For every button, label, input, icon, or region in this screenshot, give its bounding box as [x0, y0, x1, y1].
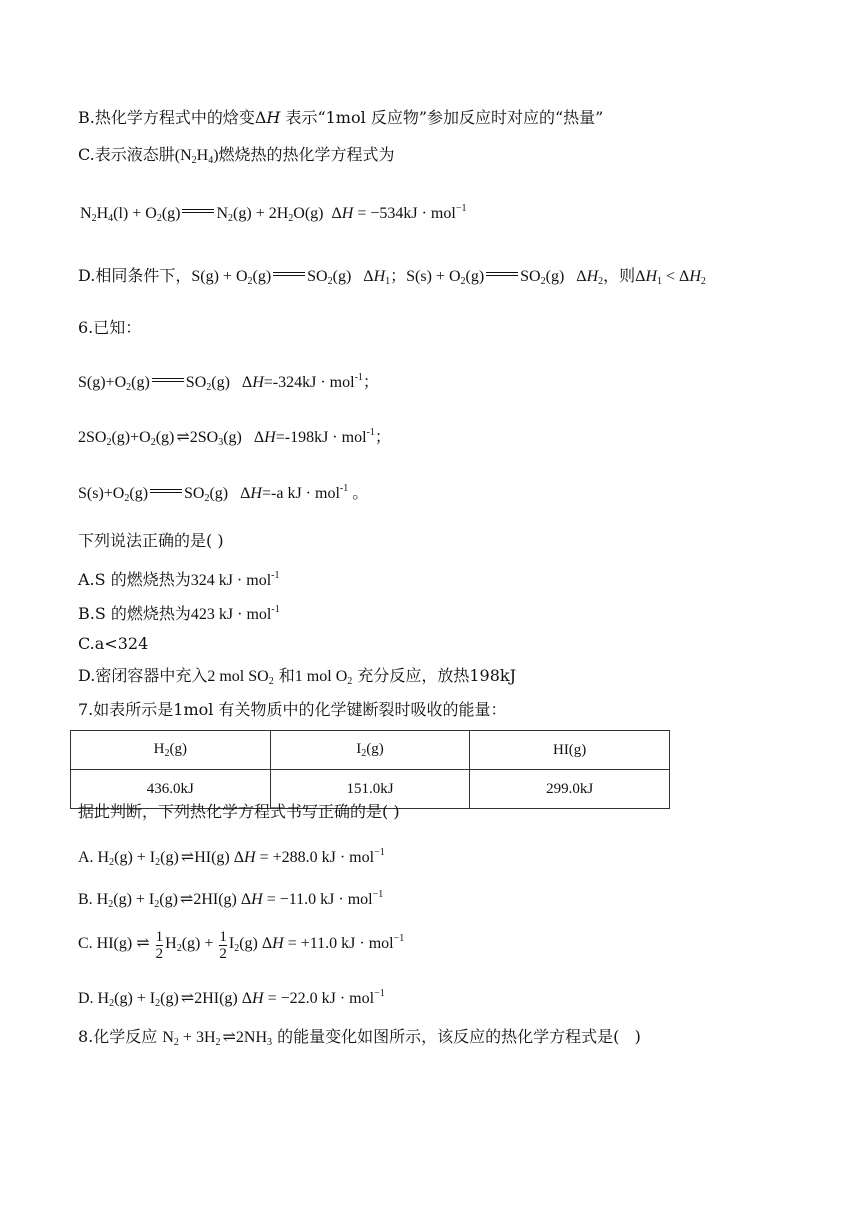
q6-equation-1: $S(g)+O_2(g)$ $SO_2(g) \Delta H=-324kJ \cdot mol^{-1}$；	[78, 372, 379, 393]
q7-stem: 7.如表所示是1mol 有关物质中的化学键断裂时吸收的能量：	[78, 700, 507, 719]
q7-option-d: D. $H_2(g) + I_2(g)$ ⇌ 2HI(g) ΔH = −22.0 kJ · mol$^{-1}$	[78, 988, 385, 1009]
q5-option-d: D.相同条件下，$S(g) + O_2(g)$ $SO_2(g)$ $\Delta H_1$；$S(s) + O_2(g)$ $SO_2(g)$ $\Delta H_2$，则$\Delta H_1 < \Delta H_2$	[78, 266, 706, 287]
q5-option-b: B.热化学方程式中的焓变ΔH 表示“1mol 反应物”参加反应时对应的“热量”	[78, 108, 604, 127]
q6-stem: 6.已知：	[78, 318, 142, 337]
table-cell: 151.0kJ	[270, 770, 470, 809]
table-cell: 436.0kJ	[71, 770, 271, 809]
table-cell: 299.0kJ	[470, 770, 670, 809]
q7-option-a: A. $H_2(g) + I_2(g)$ ⇌ HI(g) ΔH = +288.0 kJ · mol$^{-1}$	[78, 847, 385, 868]
q7-option-b: B. $H_2(g) + I_2(g)$ ⇌ 2HI(g) ΔH = −11.0 kJ · mol$^{-1}$	[78, 889, 384, 910]
table-header-h2: $H_2(g)$	[71, 731, 271, 770]
q5-option-c-equation: $N_2H_4(l) + O_2(g) N_2(g) + 2H_2O(g) \Delta H = -534kJ \cdot mol^{-1}$	[80, 203, 467, 224]
bond-energy-table	[70, 730, 670, 809]
q6-equation-3: $S(s)+O_2(g)$ $SO_2(g)$ ΔH=-a kJ · mol$^{-1}$ 。	[78, 483, 369, 504]
q6-question: 下列说法正确的是( )	[78, 531, 224, 550]
q6-option-c: C.a<324	[78, 634, 149, 653]
q7-question: 据此判断，下列热化学方程式书写正确的是( )	[78, 802, 400, 821]
table-row	[71, 731, 670, 770]
q6-option-d: D.密闭容器中充入2 mol $SO_2$ 和1 mol $O_2$ 充分反应，放热198kJ	[78, 666, 516, 687]
q7-option-c: C. HI(g) ⇌ $\frac{1}{2}$ $H_2(g)$ + $\frac{1}{2}$ $I_2(g) \Delta H = +11.0$ kJ · mol$^{-1}$	[78, 929, 405, 962]
q5-option-c: C.表示液态肼$(N_2H_4)$燃烧热的热化学方程式为	[78, 145, 395, 166]
table-header-hi: HI(g)	[470, 731, 670, 770]
table-header-i2: $I_2(g)$	[270, 731, 470, 770]
q8-stem: 8.化学反应 $N_2 + 3H_2$ ⇌ $2NH_3$ 的能量变化如图所示，该反应的热化学方程式是( )	[78, 1027, 641, 1048]
q6-option-a: A.S 的燃烧热为324 kJ · mol$^{-1}$	[78, 570, 280, 589]
q6-equation-2: $2SO_2(g)+O_2(g)$ ⇌ $2SO_3(g) \Delta H=-198kJ \cdot mol^{-1}$；	[78, 427, 391, 448]
q6-option-b: B.S 的燃烧热为423 kJ · mol$^{-1}$	[78, 604, 280, 623]
